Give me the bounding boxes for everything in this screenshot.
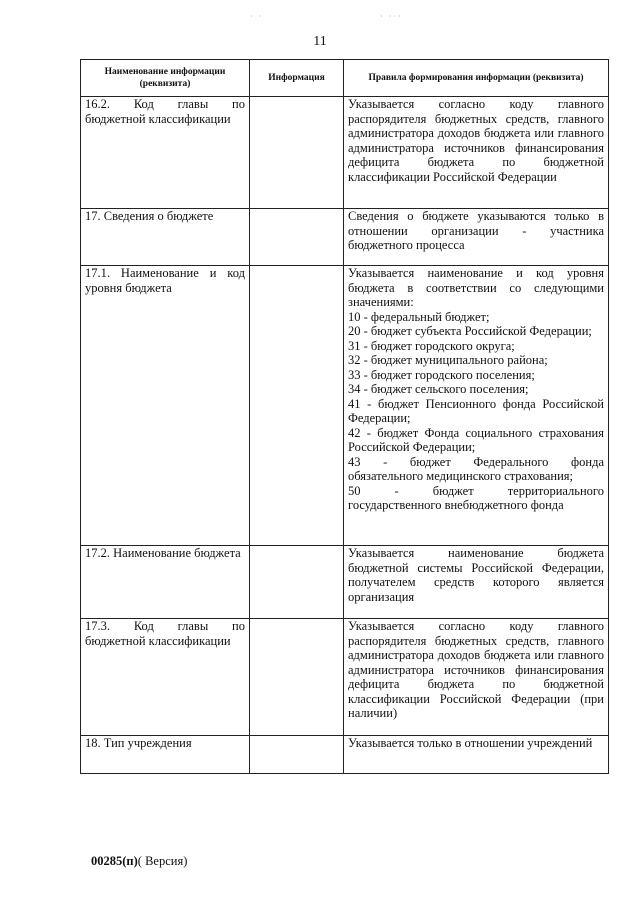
table-row	[81, 97, 609, 209]
page-number: 11	[313, 34, 327, 49]
table-row	[81, 619, 609, 736]
row-name: 17.3. Код главы по бюджетной классификации	[81, 619, 250, 736]
budget-level-item: 32 - бюджет муниципального района;	[348, 353, 548, 367]
requisites-table	[80, 59, 609, 774]
header-rule: Правила формирования информации (реквизита)	[344, 60, 609, 97]
row-info	[250, 209, 344, 266]
budget-level-item: 33 - бюджет городского поселения;	[348, 367, 535, 382]
row-info	[250, 97, 344, 209]
table-header-row	[81, 60, 609, 97]
document-version: ( Версия)	[137, 854, 188, 868]
row-rule: Указывается согласно коду главного распорядителя бюджетных средств, главного администратора доходов бюджета или главного администратора источников финансирования дефицита бюджета по бюджетной классификации Российской Федерации (при наличии)	[344, 619, 609, 736]
table-row	[81, 546, 609, 619]
row-rule	[344, 266, 609, 546]
header-info: Информация	[250, 60, 344, 97]
row-name: 18. Тип учреждения	[81, 736, 250, 774]
row-info	[250, 736, 344, 774]
budget-level-item: 41 - бюджет Пенсионного фонда Российской Федерации;	[348, 396, 604, 425]
row-rule: Указывается согласно коду главного распорядителя бюджетных средств, главного администратора доходов бюджета или главного администратора источников финансирования дефицита бюджета по бюджетной классификации Российской Федерации	[344, 97, 609, 209]
row-name: 17.2. Наименование бюджета	[81, 546, 250, 619]
budget-level-item: 42 - бюджет Фонда социального страхования Российской Федерации;	[348, 425, 604, 454]
header-name: Наименование информации (реквизита)	[81, 60, 250, 97]
table-row	[81, 266, 609, 546]
row-name: 16.2. Код главы по бюджетной классификации	[81, 97, 250, 209]
budget-level-item: 43 - бюджет Федерального фонда обязательного медицинского страхования;	[348, 454, 604, 483]
scan-artifact-left: · ·	[250, 12, 264, 21]
document-code: 00285(п)	[91, 854, 138, 868]
budget-level-item: 31 - бюджет городского округа;	[348, 338, 515, 353]
document-footer	[91, 854, 187, 869]
budget-level-item: 10 - федеральный бюджет;	[348, 309, 490, 324]
rule-intro: Указывается наименование и код уровня бюджета в соответствии со следующими значениями:	[348, 266, 604, 309]
scan-artifact-right: · ···	[380, 12, 403, 21]
budget-level-item: 50 - бюджет территориального государственного внебюджетного фонда	[348, 483, 604, 512]
row-rule: Сведения о бюджете указываются только в отношении организации - участника бюджетного процесса	[344, 209, 609, 266]
table-row	[81, 209, 609, 266]
row-rule: Указывается наименование бюджета бюджетной системы Российской Федерации, получателем средств которого является организация	[344, 546, 609, 619]
row-info	[250, 266, 344, 546]
budget-level-item: 34 - бюджет сельского поселения;	[348, 382, 529, 396]
row-name: 17. Сведения о бюджете	[81, 209, 250, 266]
row-info	[250, 619, 344, 736]
budget-level-item: 20 - бюджет субъекта Российской Федерации;	[348, 324, 592, 338]
table-row	[81, 736, 609, 774]
row-rule: Указывается только в отношении учреждений	[344, 736, 609, 774]
row-name: 17.1. Наименование и код уровня бюджета	[81, 266, 250, 546]
row-info	[250, 546, 344, 619]
